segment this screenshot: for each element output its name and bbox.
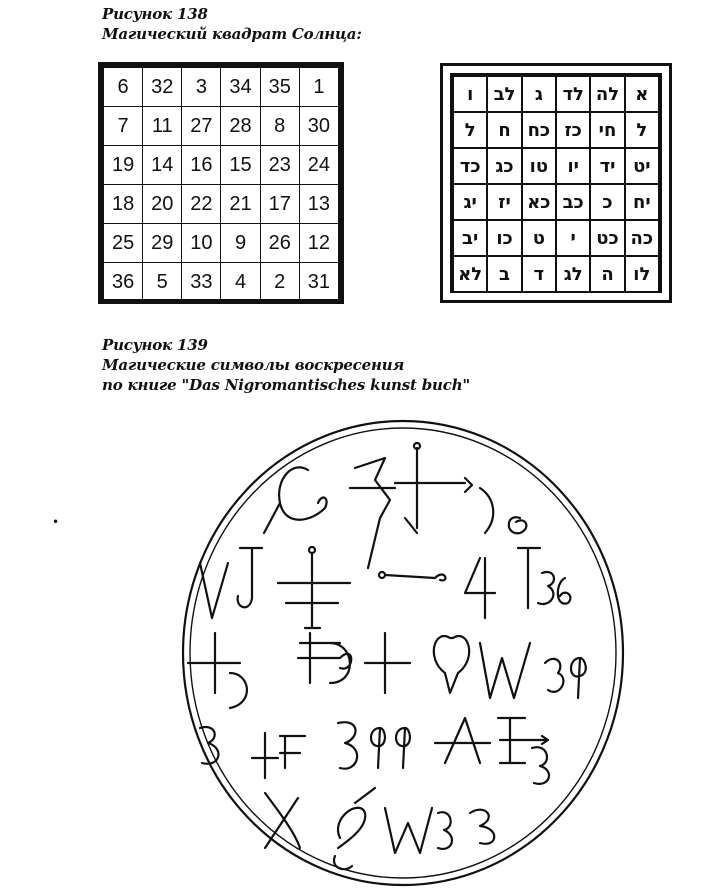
- seal-outer-circle: [183, 421, 623, 885]
- number-cell: 29: [143, 224, 182, 263]
- hebrew-cell: יב: [453, 220, 487, 256]
- hebrew-cell: ב: [487, 256, 521, 292]
- number-cell: 24: [299, 146, 338, 185]
- hebrew-row: [453, 184, 659, 220]
- glyph-3-right: [532, 747, 549, 784]
- number-row: [104, 107, 339, 146]
- hebrew-cell: ה: [590, 256, 624, 292]
- hebrew-cell: לב: [487, 76, 521, 112]
- number-cell: 31: [299, 263, 338, 302]
- hebrew-cell: יד: [590, 148, 624, 184]
- number-cell: 3: [182, 68, 221, 107]
- hebrew-cell: א: [625, 76, 659, 112]
- hebrew-cell: טו: [522, 148, 556, 184]
- number-row: [104, 185, 339, 224]
- hebrew-cell: כא: [522, 184, 556, 220]
- number-cell: 11: [143, 107, 182, 146]
- glyph-39-symbol: [545, 658, 586, 698]
- hebrew-cell: ד: [522, 256, 556, 292]
- number-cell: 27: [182, 107, 221, 146]
- hebrew-cell: כ: [590, 184, 624, 220]
- glyph-double-cross: [278, 553, 350, 628]
- seal-inner-circle: [190, 428, 616, 878]
- sun-magic-square-numbers: [98, 62, 344, 304]
- glyph-z-symbol: [350, 458, 395, 568]
- figure-139-line2: по книге "Das Nigromantisches kunst buch": [102, 376, 471, 394]
- hebrew-grid: [452, 75, 660, 293]
- hebrew-cell: כב: [556, 184, 590, 220]
- glyph-z-end: [470, 810, 494, 844]
- number-row: [104, 68, 339, 107]
- glyph-a-symbol: [435, 718, 490, 763]
- glyph-four-symbol: [465, 558, 495, 618]
- glyph-j-symbol: [238, 548, 262, 607]
- number-row: [104, 263, 339, 302]
- glyph-w3-symbol: [385, 808, 452, 853]
- number-cell: 20: [143, 185, 182, 224]
- number-cell: 6: [104, 68, 143, 107]
- glyph-e-symbol: [498, 718, 548, 763]
- hebrew-cell: ח: [487, 112, 521, 148]
- number-cell: 13: [299, 185, 338, 224]
- hebrew-row: [453, 112, 659, 148]
- hebrew-cell: כו: [487, 220, 521, 256]
- glyph-paren-symbol: [480, 488, 493, 533]
- glyph-i-cross: [365, 633, 410, 693]
- glyph-x-symbol: [265, 793, 300, 848]
- glyph-cross-arrow: [395, 448, 472, 533]
- hebrew-row: [453, 256, 659, 292]
- glyph-double-cross-dot: [309, 547, 315, 553]
- hebrew-cell: כט: [590, 220, 624, 256]
- stray-mark: •: [52, 515, 60, 529]
- glyph-swirl-symbol: [509, 517, 527, 533]
- number-cell: 4: [221, 263, 260, 302]
- figure-138-subtitle: Магический квадрат Солнца:: [102, 25, 362, 43]
- hebrew-cell: י: [556, 220, 590, 256]
- number-cell: 12: [299, 224, 338, 263]
- number-cell: 19: [104, 146, 143, 185]
- number-cell: 5: [143, 263, 182, 302]
- number-cell: 30: [299, 107, 338, 146]
- number-cell: 9: [221, 224, 260, 263]
- number-cell: 22: [182, 185, 221, 224]
- number-cell: 32: [143, 68, 182, 107]
- hebrew-cell: ל: [453, 112, 487, 148]
- glyph-arrow-dot: [379, 572, 385, 578]
- number-cell: 28: [221, 107, 260, 146]
- number-cell: 21: [221, 185, 260, 224]
- hebrew-row: [453, 76, 659, 112]
- hebrew-cell: לג: [556, 256, 590, 292]
- hebrew-cell: כד: [453, 148, 487, 184]
- glyph-cross-dot: [414, 443, 420, 449]
- number-cell: 2: [260, 263, 299, 302]
- sun-magic-square-hebrew: [440, 63, 672, 303]
- hebrew-cell: ל: [625, 112, 659, 148]
- number-cell: 7: [104, 107, 143, 146]
- number-cell: 26: [260, 224, 299, 263]
- hebrew-cell: כה: [625, 220, 659, 256]
- glyph-heart-symbol: [434, 636, 469, 693]
- number-cell: 36: [104, 263, 143, 302]
- hebrew-cell: לא: [453, 256, 487, 292]
- number-cell: 33: [182, 263, 221, 302]
- number-cell: 1: [299, 68, 338, 107]
- hebrew-row: [453, 148, 659, 184]
- hebrew-cell: ט: [522, 220, 556, 256]
- resurrection-seal: [180, 418, 626, 888]
- number-cell: 34: [221, 68, 260, 107]
- hebrew-cell: יז: [487, 184, 521, 220]
- number-cell: 10: [182, 224, 221, 263]
- number-cell: 17: [260, 185, 299, 224]
- glyph-t6-symbol: [518, 548, 570, 608]
- figure-138-caption: [102, 4, 362, 44]
- hebrew-cell: כג: [487, 148, 521, 184]
- glyph-d-cross: [298, 633, 351, 683]
- number-row: [104, 146, 339, 185]
- number-cell: 35: [260, 68, 299, 107]
- hebrew-cell: לו: [625, 256, 659, 292]
- number-cell: 8: [260, 107, 299, 146]
- glyph-99-symbol: [371, 728, 410, 768]
- figure-139-line1: Магические символы воскресения: [102, 356, 405, 374]
- hebrew-row: [453, 220, 659, 256]
- number-row: [104, 224, 339, 263]
- hebrew-cell: יט: [625, 148, 659, 184]
- glyph-g-symbol: [264, 467, 327, 533]
- glyph-f-cross: [252, 733, 305, 778]
- hebrew-cell: יח: [625, 184, 659, 220]
- figure-139-caption: [102, 335, 470, 395]
- number-cell: 15: [221, 146, 260, 185]
- hebrew-cell: כז: [556, 112, 590, 148]
- figure-139-title: Рисунок 139: [102, 336, 208, 354]
- number-cell: 14: [143, 146, 182, 185]
- hebrew-cell: כח: [522, 112, 556, 148]
- number-cell: 18: [104, 185, 143, 224]
- hebrew-cell: ג: [522, 76, 556, 112]
- hebrew-cell: יג: [453, 184, 487, 220]
- hebrew-cell: ו: [453, 76, 487, 112]
- number-cell: 23: [260, 146, 299, 185]
- hebrew-cell: לה: [590, 76, 624, 112]
- glyph-w-symbol: [480, 643, 530, 698]
- glyph-loop-symbol: [334, 788, 375, 869]
- hebrew-cell: חי: [590, 112, 624, 148]
- glyph-plus-symbol: [188, 633, 247, 708]
- hebrew-cell: יו: [556, 148, 590, 184]
- number-grid: [103, 67, 339, 302]
- glyph-3-middle: [338, 722, 357, 768]
- number-cell: 16: [182, 146, 221, 185]
- hebrew-cell: לד: [556, 76, 590, 112]
- glyph-arrow-line: [385, 575, 445, 581]
- figure-138-title: Рисунок 138: [102, 5, 208, 23]
- hebrew-inner-frame: [450, 73, 662, 293]
- number-cell: 25: [104, 224, 143, 263]
